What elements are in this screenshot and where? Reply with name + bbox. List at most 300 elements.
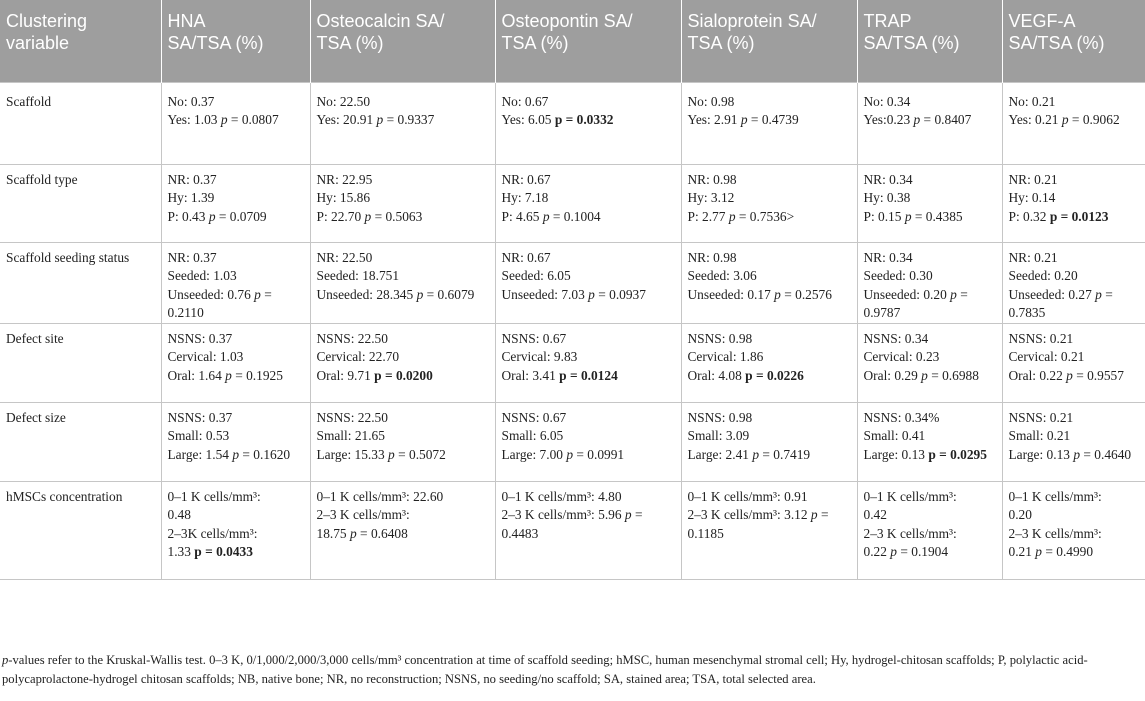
cell-value: 2–3 K cells/mm³:: [863, 525, 957, 541]
cell-value: Yes: 1.03: [167, 112, 218, 127]
table-cell: [1002, 242, 1145, 323]
header-line: Osteocalcin SA/: [316, 11, 445, 31]
cell-value: NSNS: 0.34%: [863, 409, 940, 425]
cell-value: Cervical: 22.70: [316, 349, 400, 364]
cell-value: NSNS: 0.21: [1008, 330, 1074, 346]
cell-value: P: 0.15: [863, 208, 902, 224]
p-equals: =: [356, 525, 371, 541]
p-equals: =: [594, 286, 610, 302]
cell-value: Cervical: 1.03: [167, 349, 244, 364]
row-variable-label: Scaffold seeding status: [6, 249, 130, 265]
p-number: 0.1620: [253, 446, 291, 462]
p-number: 0.2576: [795, 286, 832, 302]
header-vegf-a: [1002, 0, 1145, 82]
p-number: 0.9062: [1082, 112, 1120, 127]
table-cell: [161, 82, 310, 164]
cell-value: Oral: 0.29: [863, 367, 918, 383]
p-label: p: [904, 208, 912, 224]
p-number: 0.0124: [580, 367, 618, 383]
cell-value: 2–3 K cells/mm³:: [1008, 525, 1102, 541]
p-value: [385, 447, 446, 462]
cell-value: P: 2.77: [687, 208, 726, 224]
cell-value: NR: 22.50: [316, 249, 373, 265]
p-number: 0.0200: [395, 367, 433, 383]
p-label: p: [624, 507, 632, 522]
row-variable-cell: [0, 242, 161, 323]
cell-value: Small: 0.21: [1008, 428, 1071, 443]
cell-value: Oral: 0.22: [1008, 367, 1063, 383]
header-line: TSA (%): [501, 33, 569, 53]
cell-value: Seeded: 0.30: [863, 268, 933, 283]
p-value: [556, 368, 618, 383]
p-label: p: [566, 446, 574, 462]
header-line: TSA (%): [687, 33, 755, 53]
cell-value: No: 0.37: [167, 93, 215, 109]
row-variable-cell: [0, 323, 161, 402]
cell-value: NSNS: 0.67: [501, 330, 567, 346]
cell-value: 0–1 K cells/mm³: 22.60: [316, 488, 444, 504]
p-equals: =: [562, 112, 577, 127]
cell-value: Yes: 20.91: [316, 112, 374, 127]
header-clustering-variable: [0, 0, 161, 82]
p-number: 0.4640: [1094, 446, 1132, 462]
table-cell: [857, 481, 1002, 579]
p-label: p: [542, 208, 550, 224]
table-cell: [310, 242, 495, 323]
cell-value: 0–1 K cells/mm³:: [1008, 488, 1102, 504]
table-cell: [161, 323, 310, 402]
p-value: [191, 544, 253, 559]
cell-value: NR: 0.21: [1008, 249, 1058, 265]
row-variable-cell: [0, 82, 161, 164]
p-value: [749, 447, 810, 462]
p-value: [910, 112, 971, 127]
cell-value: Hy: 15.86: [316, 190, 371, 205]
p-number: 0.0807: [241, 112, 279, 127]
p-equals: =: [920, 112, 935, 127]
p-number: 0.5072: [409, 446, 446, 462]
p-label: p: [588, 286, 595, 302]
cell-value: No: 0.34: [863, 93, 911, 109]
p-number: 0.4385: [925, 208, 963, 224]
cell-value: NR: 0.67: [501, 249, 551, 265]
table-cell: [310, 164, 495, 242]
p-equals: =: [956, 286, 968, 302]
p-value: [738, 112, 799, 127]
header-row: [0, 0, 1145, 82]
p-equals: =: [1072, 367, 1088, 383]
table-cell: [857, 323, 1002, 402]
p-equals: =: [573, 446, 588, 462]
p-label: p: [416, 286, 424, 302]
table-row: [0, 323, 1145, 402]
p-value: [373, 112, 434, 127]
cell-value: Cervical: 0.21: [1008, 349, 1085, 364]
cell-value: NSNS: 0.37: [167, 330, 233, 346]
cell-value: NSNS: 0.21: [1008, 409, 1074, 425]
p-label: p: [220, 112, 228, 127]
cell-value: No: 0.21: [1008, 93, 1056, 109]
cell-value: 2–3K cells/mm³:: [167, 525, 258, 541]
table-cell: [857, 402, 1002, 481]
p-number: 0.6079: [437, 286, 475, 302]
cell-value: Hy: 0.38: [863, 190, 911, 205]
cell-value: NSNS: 0.67: [501, 409, 567, 425]
header-line: SA/TSA (%): [863, 33, 960, 53]
p-equals: =: [231, 367, 247, 383]
header-line: variable: [6, 33, 70, 53]
p-label: p: [208, 208, 216, 224]
cell-value: Cervical: 0.23: [863, 349, 940, 364]
table-cell: [310, 82, 495, 164]
cell-value: No: 22.50: [316, 93, 371, 109]
p-label: p: [1073, 446, 1081, 462]
cell-value: Large: 0.13: [1008, 446, 1070, 462]
p-equals: =: [215, 208, 230, 224]
cell-value: NSNS: 0.98: [687, 409, 753, 425]
p-number: 0.0709: [229, 208, 267, 224]
table-cell: [495, 82, 681, 164]
p-number: 0.0433: [216, 544, 253, 559]
cell-value: Yes: 2.91: [687, 112, 738, 127]
p-value: [1059, 112, 1120, 127]
p-equals: =: [423, 286, 438, 302]
cell-value: NR: 0.98: [687, 249, 737, 265]
cell-value: Unseeded: 7.03: [501, 286, 585, 302]
table-cell: [495, 402, 681, 481]
p-value: [552, 112, 614, 127]
cell-value: Large: 0.13: [863, 446, 925, 462]
cell-value: 0–1 K cells/mm³: 0.91: [687, 488, 808, 504]
p-label: p: [559, 367, 567, 383]
table-cell: [681, 323, 857, 402]
p-value: [218, 112, 279, 127]
header-line: Osteopontin SA/: [501, 11, 633, 31]
p-equals: =: [935, 446, 951, 462]
p-label: p: [254, 286, 261, 302]
p-equals: =: [759, 446, 774, 462]
p-number: 0.0991: [587, 446, 625, 462]
p-label: p: [1049, 208, 1058, 224]
p-value: [1063, 368, 1124, 383]
table-row: [0, 402, 1145, 481]
cell-value: No: 0.98: [687, 93, 735, 109]
table-cell: [1002, 481, 1145, 579]
p-equals: =: [1057, 208, 1072, 224]
cell-value: Hy: 3.12: [687, 190, 735, 205]
table-row: [0, 481, 1145, 579]
p-equals: =: [260, 286, 272, 302]
cell-value: 0.48: [167, 507, 191, 522]
cell-value: 0.22: [863, 544, 887, 559]
p-value: [222, 368, 283, 383]
table-cell: [161, 164, 310, 242]
p-number: 0.1925: [246, 367, 283, 383]
p-equals: =: [201, 544, 217, 559]
p-number: 0.4990: [1056, 544, 1094, 559]
p-label: p: [364, 208, 372, 224]
p-label: p: [810, 507, 818, 522]
cell-value: NSNS: 0.37: [167, 409, 233, 425]
table-cell: [310, 323, 495, 402]
cell-value: NR: 0.98: [687, 171, 737, 187]
p-value: [918, 368, 979, 383]
header-line: TRAP: [863, 11, 912, 31]
header-line: Clustering: [6, 11, 88, 31]
cell-value: Small: 0.41: [863, 428, 926, 443]
p-label: p: [1066, 367, 1073, 383]
cell-value: Oral: 1.64: [167, 367, 222, 383]
cell-value: Unseeded: 0.20: [863, 286, 947, 302]
row-variable-label: Defect site: [6, 330, 64, 346]
p-number: 0.1904: [911, 544, 949, 559]
table-cell: [161, 402, 310, 481]
table-row: [0, 82, 1145, 164]
p-value: [901, 209, 962, 224]
cell-value: NSNS: 22.50: [316, 409, 388, 425]
p-value: [1046, 209, 1108, 224]
header-sialoprotein: [681, 0, 857, 82]
p-equals: =: [780, 286, 796, 302]
cell-value: P: 0.32: [1008, 208, 1047, 224]
p-label: p: [745, 367, 753, 383]
p-label: p: [225, 367, 232, 383]
cell-value: NSNS: 0.34: [863, 330, 929, 346]
p-number: 0.1004: [563, 208, 601, 224]
p-value: [925, 447, 987, 462]
p-label: p: [890, 544, 897, 559]
cell-value: Yes:0.23: [863, 112, 911, 127]
cell-value: 0–1 K cells/mm³:: [863, 488, 957, 504]
p-equals: =: [394, 446, 409, 462]
table-cell: [857, 242, 1002, 323]
cell-value: NR: 0.67: [501, 171, 551, 187]
p-value: [539, 209, 600, 224]
table-cell: [857, 164, 1002, 242]
cell-value: Hy: 7.18: [501, 190, 549, 205]
p-equals: =: [381, 367, 396, 383]
table-cell: [1002, 402, 1145, 481]
p-number: 0.0123: [1071, 208, 1109, 224]
cell-value: 0–1 K cells/mm³:: [167, 488, 261, 504]
p-value: [229, 447, 290, 462]
row-variable-label: Defect size: [6, 409, 66, 425]
cell-value: NSNS: 0.98: [687, 330, 753, 346]
p-value: [347, 526, 408, 541]
p-label: p: [376, 112, 384, 127]
cell-value: Unseeded: 0.76: [167, 286, 251, 302]
p-equals: =: [566, 367, 581, 383]
p-equals: =: [371, 208, 386, 224]
p-equals: =: [735, 208, 750, 224]
table-cell: [681, 481, 857, 579]
cell-value: Seeded: 0.20: [1008, 268, 1078, 283]
p-label: p: [388, 446, 395, 462]
p-number: 0.9337: [397, 112, 435, 127]
cell-value: 2–3 K cells/mm³: 5.96: [501, 507, 622, 522]
p-value: [1032, 544, 1093, 559]
p-label: p: [774, 286, 781, 302]
header-line: Sialoprotein SA/: [687, 11, 817, 31]
p-value: [413, 287, 474, 302]
table-cell: [1002, 164, 1145, 242]
table-cell: [681, 242, 857, 323]
cell-value: Small: 0.53: [167, 428, 230, 443]
p-number: 0.0295: [950, 446, 987, 462]
p-label: p: [232, 446, 240, 462]
p-label: p: [921, 367, 928, 383]
p-label: p: [752, 446, 760, 462]
row-variable-cell: [0, 481, 161, 579]
row-variable-cell: [0, 164, 161, 242]
p-label: p: [740, 112, 748, 127]
p-label: p: [1095, 286, 1102, 302]
cell-value: Seeded: 3.06: [687, 268, 757, 283]
header-line: HNA: [167, 11, 206, 31]
table-cell: [495, 164, 681, 242]
cell-value: Hy: 1.39: [167, 190, 215, 205]
p-label: p: [728, 208, 736, 224]
table-row: [0, 242, 1145, 323]
cell-value: 0–1 K cells/mm³: 4.80: [501, 488, 622, 504]
header-hna: [161, 0, 310, 82]
cell-value: Yes: 0.21: [1008, 112, 1059, 127]
header-line: SA/TSA (%): [1008, 33, 1105, 53]
cell-value: 0.42: [863, 507, 887, 522]
p-number: 0.8407: [934, 112, 972, 127]
p-value: [887, 544, 948, 559]
cell-value: P: 22.70: [316, 208, 362, 224]
cell-value: Small: 6.05: [501, 428, 564, 443]
p-equals: =: [1101, 286, 1113, 302]
p-value: [371, 368, 433, 383]
p-value: [563, 447, 624, 462]
p-number: 0.2110: [167, 305, 204, 320]
cell-value: NSNS: 22.50: [316, 330, 388, 346]
table-cell: [495, 242, 681, 323]
p-number: 0.5063: [385, 208, 423, 224]
row-variable-label: Scaffold type: [6, 171, 78, 187]
p-number: 0.4483: [501, 525, 539, 541]
cell-value: Yes: 6.05: [501, 112, 552, 127]
p-equals: =: [911, 208, 926, 224]
cell-value: NR: 0.37: [167, 249, 217, 265]
cell-value: Small: 21.65: [316, 428, 385, 443]
cell-value: Unseeded: 0.27: [1008, 286, 1092, 302]
p-number: 0.0226: [766, 367, 804, 383]
cell-value: P: 0.43: [167, 208, 206, 224]
cell-value: Cervical: 9.83: [501, 349, 578, 364]
cell-value: Large: 2.41: [687, 446, 749, 462]
p-equals: =: [1068, 112, 1083, 127]
p-value: [585, 287, 646, 302]
cell-value: Unseeded: 28.345: [316, 286, 414, 302]
cell-value: Seeded: 18.751: [316, 268, 400, 283]
cell-value: Unseeded: 0.17: [687, 286, 771, 302]
cell-value: NR: 0.34: [863, 171, 913, 187]
p-equals: =: [1042, 544, 1057, 559]
table-cell: [681, 402, 857, 481]
cell-value: 0.21: [1008, 544, 1032, 559]
p-value: [1070, 447, 1131, 462]
p-number: 0.6408: [370, 525, 408, 541]
p-value: [205, 209, 266, 224]
cell-value: 1.33: [167, 544, 191, 559]
row-variable-label: hMSCs concentration: [6, 488, 123, 504]
table-cell: [161, 481, 310, 579]
table-cell: [310, 402, 495, 481]
cell-value: Small: 3.09: [687, 428, 750, 443]
p-equals: =: [1080, 446, 1095, 462]
p-number: 0.7835: [1008, 305, 1046, 320]
table-footnote: [0, 651, 1145, 689]
cell-value: P: 4.65: [501, 208, 540, 224]
p-label: p: [950, 286, 957, 302]
p-value: [725, 209, 794, 224]
cell-value: No: 0.67: [501, 93, 549, 109]
p-number: 0.0332: [576, 112, 614, 127]
p-number: 0.9787: [863, 305, 901, 320]
cell-value: Large: 7.00: [501, 446, 563, 462]
table-cell: [1002, 323, 1145, 402]
p-value: [361, 209, 422, 224]
p-number: 0.0937: [609, 286, 646, 302]
footnote-p-italic: p: [2, 653, 9, 667]
cell-value: 0.20: [1008, 507, 1032, 522]
p-number: 0.7419: [773, 446, 811, 462]
table-cell: [161, 242, 310, 323]
p-equals: =: [383, 112, 398, 127]
cell-value: Oral: 9.71: [316, 367, 371, 383]
p-number: 0.6988: [942, 367, 979, 383]
p-number: 0.4739: [761, 112, 799, 127]
header-osteocalcin: [310, 0, 495, 82]
p-label: p: [350, 525, 357, 541]
cell-value: Hy: 0.14: [1008, 190, 1056, 205]
table-cell: [681, 82, 857, 164]
footnote-text: -values refer to the Kruskal-Wallis test. 0–3 K, 0/1,000/2,000/3,000 cells/mm³ concentration at time of scaffold seeding; hMSC, human mesenchymal stromal cell; Hy, hydrogel-chitosan scaffolds; P, polylactic acid-polycaprolactone-hydrogel chitosan scaffolds; NB, native bone; NR, no reconstruction; NSNS, no seeding/no scaffold; SA, stained area; TSA, total selected area.: [2, 653, 1088, 686]
p-label: p: [1061, 112, 1069, 127]
p-equals: =: [752, 367, 767, 383]
header-osteopontin: [495, 0, 681, 82]
header-line: TSA (%): [316, 33, 384, 53]
p-equals: =: [239, 446, 254, 462]
p-label: p: [928, 446, 936, 462]
header-line: VEGF-A: [1008, 11, 1076, 31]
table-cell: [1002, 82, 1145, 164]
table-cell: [681, 164, 857, 242]
p-equals: =: [631, 507, 643, 522]
table-cell: [495, 481, 681, 579]
cell-value: Oral: 4.08: [687, 367, 742, 383]
p-label: p: [554, 112, 563, 127]
cell-value: 2–3 K cells/mm³:: [316, 507, 410, 522]
cell-value: Seeded: 6.05: [501, 268, 571, 283]
cell-value: Large: 1.54: [167, 446, 229, 462]
cell-value: NR: 22.95: [316, 171, 373, 187]
p-equals: =: [747, 112, 762, 127]
cell-value: Cervical: 1.86: [687, 349, 764, 364]
p-value: [742, 368, 804, 383]
p-equals: =: [897, 544, 912, 559]
cell-value: 2–3 K cells/mm³: 3.12: [687, 507, 808, 522]
table-cell: [857, 82, 1002, 164]
row-variable-cell: [0, 402, 161, 481]
p-label: p: [374, 367, 382, 383]
p-equals: =: [227, 112, 242, 127]
p-label: p: [194, 544, 202, 559]
table-cell: [495, 323, 681, 402]
